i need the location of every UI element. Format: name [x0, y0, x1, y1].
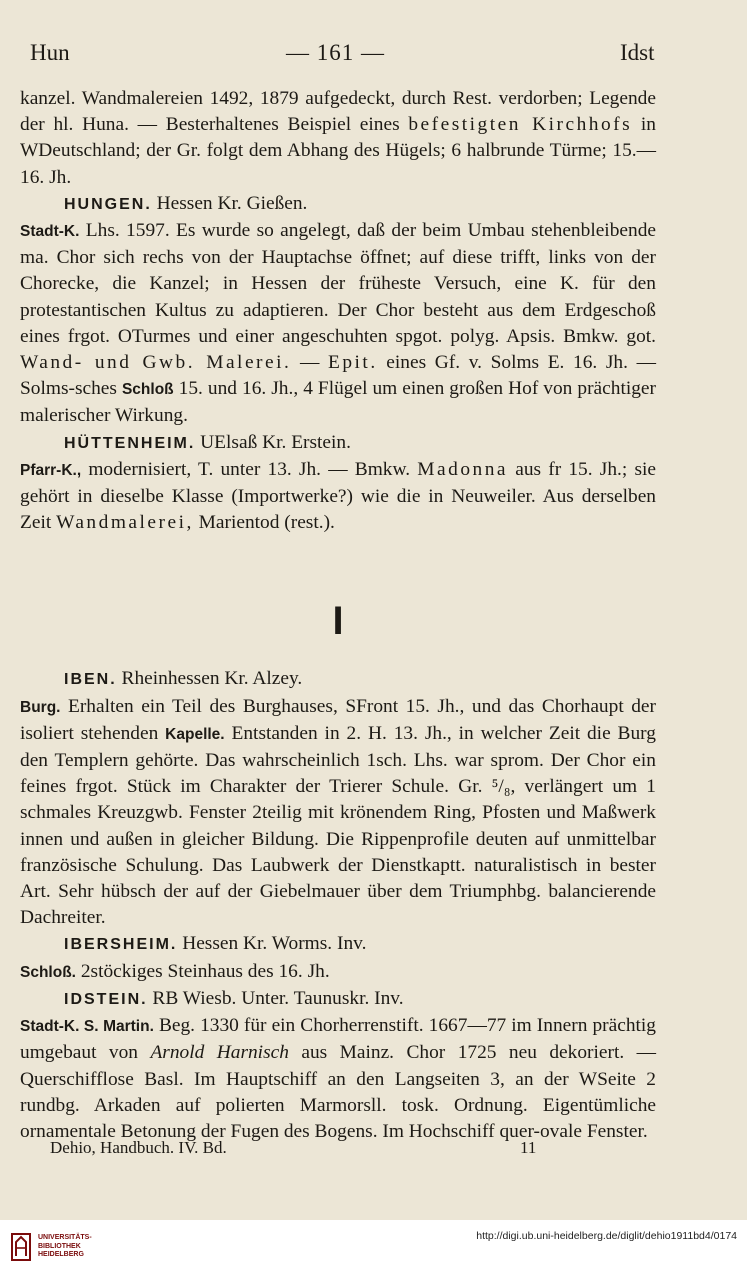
section-letter: I — [332, 599, 344, 644]
page-body — [20, 86, 656, 1145]
paragraph-iben-burg: Burg. Erhalten ein Teil des Burghauses, SFront 15. Jh., und das Chorhaupt der isoliert stehenden Kapelle. Entstanden in 2. H. 13. Jh., in welcher Zeit die Burg den Templern gehörte. Das wahrscheinlich 1sch. Lhs. war sprom. Der Chor ein feines frgot. Stück im Charakter der Trierer Schule. Gr. ⁵/₈, verlängert um 1 schmales Kreuzgwb. Fenster 2teilig mit krönendem Ring, Pfosten und Maßwerk innen und außen in gleicher Bildung. Die Rippenprofile deuten auf unmittelbar französische Schulung. Das Laubwerk der Dienstkaptt. naturalistisch in bester Art. Sehr hübsch der auf der Giebelmauer über dem Triumphbg. balancierende Dachreiter. — [20, 695, 656, 929]
entry-heading-ibersheim: IBERSHEIM. Hessen Kr. Worms. Inv. — [64, 933, 367, 955]
entry-heading-idstein: IDSTEIN. RB Wiesb. Unter. Taunuskr. Inv. — [64, 987, 404, 1009]
entry-heading-huettenheim: HÜTTENHEIM. UElsaß Kr. Erstein. — [64, 431, 351, 453]
paragraph-idstein-stadtkirche: Stadt-K. S. Martin. Beg. 1330 für ein Chorherrenstift. 1667—77 im Innern prächtig umgebaut von Arnold Harnisch aus Mainz. Chor 1725 neu dekoriert. — Querschifflose Basl. Im Hauptschiff an den Langseiten 3, an der WSeite 2 rundbg. Arkaden auf polierten Marmorsll. tosk. Ordnung. Eigentümliche ornamentale Betonung der Fugen des Bogens. Im Hochschiff quer-ovale Fenster. — [20, 1015, 657, 1142]
paragraph-hun-continued: kanzel. Wandmalereien 1492, 1879 aufgedeckt, durch Rest. verdorben; Legende der hl. Huna. — Besterhaltenes Beispiel eines befestigten Kirchhofs in WDeutschland; der Gr. folgt dem Abhang des Hügels; 6 halbrunde Türme; 15.—16. Jh. — [20, 88, 656, 188]
running-head-left: Hun — [30, 40, 70, 65]
entry-heading-iben: IBEN. Rheinhessen Kr. Alzey. — [64, 668, 303, 690]
page-number: — 161 — — [286, 40, 385, 65]
university-library-logo[interactable] — [10, 1230, 130, 1266]
library-logo-icon — [10, 1232, 32, 1262]
permalink-url[interactable]: http://digi.ub.uni-heidelberg.de/diglit/dehio1911bd4/0174 — [476, 1230, 737, 1242]
footer — [50, 1138, 537, 1158]
viewer-footer-bar — [0, 1220, 747, 1276]
paragraph-ibersheim-schloss: Schloß. 2stöckiges Steinhaus des 16. Jh. — [20, 960, 330, 982]
footer-signature: 11 — [520, 1138, 537, 1157]
library-logo-text: UNIVERSITÄTS- BIBLIOTHEK HEIDELBERG — [38, 1234, 92, 1258]
paragraph-hungen-stadtkirche: Stadt-K. Lhs. 1597. Es wurde so angelegt, daß der beim Umbau stehenbleibende ma. Chor sich rechs von der Hauptachse öffnet; auf diese trifft, links von der Chorecke, die Kanzel; in Hessen der früheste Versuch, eine K. für den protestantischen Kultus zu adaptieren. Der Chor besteht aus dem Erdgeschoß eines frgot. OTurmes und einer angeschuhten spgot. polyg. Apsis. Bmkw. got. Wand- und Gwb. Malerei. — Epit. eines Gf. v. Solms E. 16. Jh. — Solms-sches Schloß 15. und 16. Jh., 4 Flügel um einen großen Hof von prächtiger malerischer Wirkung. — [20, 220, 656, 427]
paragraph-huettenheim-pfarrkirche: Pfarr-K., modernisiert, T. unter 13. Jh. — Bmkw. Madonna aus fr 15. Jh.; sie gehört in dieselbe Klasse (Importwerke?) wie die in Neuweiler. Aus derselben Zeit Wandmalerei, Marientod (rest.). — [20, 458, 656, 534]
running-head-right: Idst — [620, 40, 655, 65]
entry-heading-hungen: HUNGEN. Hessen Kr. Gießen. — [64, 192, 308, 214]
footer-source: Dehio, Handbuch. IV. Bd. — [50, 1138, 227, 1157]
